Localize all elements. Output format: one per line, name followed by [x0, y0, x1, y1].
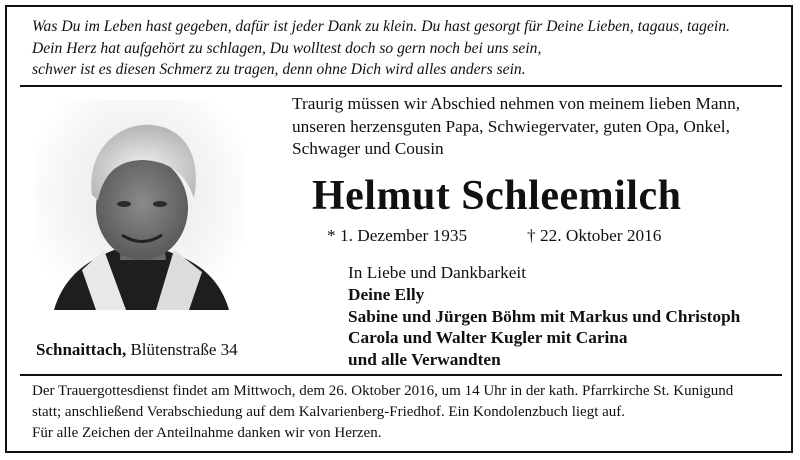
portrait-photo — [34, 100, 245, 310]
mourner-name: Carola und Walter Kugler mit Carina — [348, 328, 628, 348]
address-street: Blütenstraße 34 — [130, 340, 238, 359]
service-line: Für alle Zeichen der Anteilnahme danken wir von Herzen. — [32, 425, 382, 441]
poem-line: schwer ist es diesen Schmerz zu tragen, denn ohne Dich wird alles anders sein. — [32, 61, 526, 78]
mourner-name: Deine Elly — [348, 284, 425, 304]
poem-line: Dein Herz hat aufgehört zu schlagen, Du wolltest doch so gern noch bei uns sein, — [32, 39, 542, 57]
memorial-poem — [32, 16, 772, 81]
poem-line: Was Du im Leben hast gegeben, dafür ist jeder Dank zu klein. Du hast gesorgt für Deine Lieben, tagaus, tagein. — [32, 18, 730, 35]
service-line: Der Trauergottesdienst findet am Mittwoch, dem 26. Oktober 2016, um 14 Uhr in der kath. Pfarrkirche St. Kunigund — [32, 383, 734, 399]
mourners-list — [348, 262, 740, 371]
birth-date: * 1. Dezember 1935 — [327, 226, 468, 245]
mourners-intro: In Liebe und Dankbarkeit — [348, 263, 527, 282]
divider-bottom — [20, 374, 782, 376]
intro-line: Schwager und Cousin — [292, 139, 444, 158]
intro-line: Traurig müssen wir Abschied nehmen von meinem lieben Mann, — [292, 94, 741, 113]
death-date: † 22. Oktober 2016 — [527, 226, 662, 245]
address-place: Schnaittach, — [36, 340, 127, 359]
announcement-intro — [292, 93, 782, 161]
service-info — [32, 381, 782, 444]
divider-top — [20, 85, 782, 87]
intro-line: unseren herzensguten Papa, Schwiegervater, guten Opa, Onkel, — [292, 116, 730, 136]
deceased-name: Helmut Schleemilch — [312, 173, 682, 219]
mourner-name: Sabine und Jürgen Böhm mit Markus und Christoph — [348, 306, 741, 326]
service-line: statt; anschließend Verabschiedung auf dem Kalvarienberg-Friedhof. Ein Kondolenzbuch liegt auf. — [32, 404, 626, 420]
mourner-name: und alle Verwandten — [348, 350, 501, 370]
portrait-image — [34, 100, 245, 310]
address — [36, 340, 238, 360]
